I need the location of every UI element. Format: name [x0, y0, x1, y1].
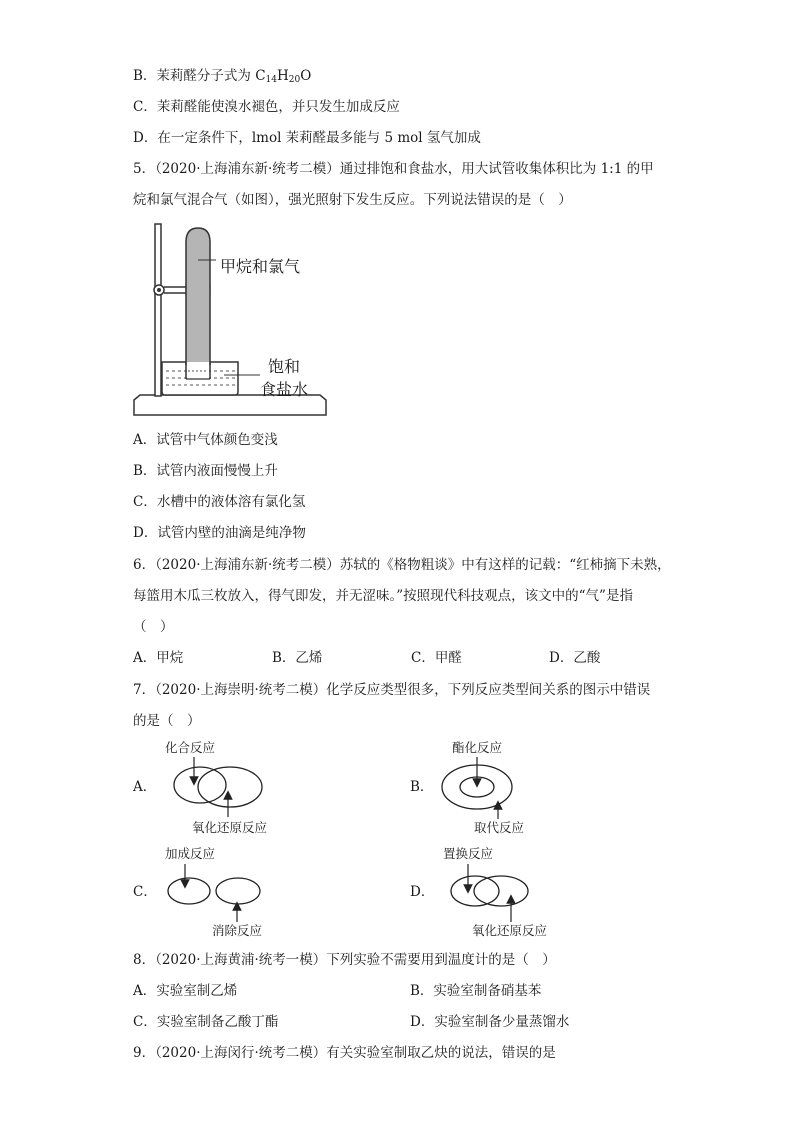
q6-stem-line3: （ ）: [133, 619, 174, 635]
q7-b-letter: B．: [410, 779, 434, 795]
q8-option-b: B．实验室制备硝基苯: [410, 983, 542, 999]
q7-a-diagram: [165, 755, 275, 820]
q7-c-letter: C．: [133, 884, 157, 900]
q7-stem-line1: 7．（2020·上海崇明·统考二模）化学反应类型很多，下列反应类型间关系的图示中错误: [133, 682, 651, 698]
q4-option-b-suffix: O: [300, 68, 312, 84]
q5-option-d: D．试管内壁的油滴是纯净物: [133, 525, 306, 541]
q5-option-a: A．试管中气体颜色变浅: [133, 432, 278, 448]
q7-c-bottom-label: 消除反应: [212, 923, 263, 938]
q4-option-b: [133, 66, 311, 90]
q5-option-b: B．试管内液面慢慢上升: [133, 463, 278, 479]
q7-stem-line2: 的是（ ）: [133, 713, 201, 729]
q8-option-a: A．实验室制乙烯: [133, 983, 238, 999]
q6-option-b: B．乙烯: [272, 650, 323, 666]
q7-b-bottom-label: 取代反应: [474, 820, 525, 835]
q8-option-d: D．实验室制备少量蒸馏水: [410, 1014, 570, 1030]
q5-figure-label-gas: 甲烷和氯气: [220, 257, 301, 276]
q4-option-b-prefix: B．茉莉醛分子式为 C: [133, 68, 266, 84]
q6-option-d: D．乙酸: [549, 650, 601, 666]
q4-option-b-sub2: 20: [288, 75, 301, 85]
q9-stem-line1: 9．（2020·上海闵行·统考二模）有关实验室制取乙炔的说法，错误的是: [133, 1045, 556, 1061]
q7-c-top-label: 加成反应: [165, 846, 216, 861]
q6-stem-line1: 6．（2020·上海浦东新·统考二模）苏轼的《格物粗谈》中有这样的记载：“红柿摘下未熟，: [133, 557, 671, 573]
q7-d-diagram: [445, 862, 535, 924]
q8-option-c: C．实验室制备乙酸丁酯: [133, 1014, 279, 1030]
q7-a-top-label: 化合反应: [165, 740, 216, 755]
q7-c-diagram: [165, 862, 265, 924]
q6-stem-line2: 每篮用木瓜三枚放入，得气即发，并无涩味。”按照现代科技观点，该文中的“气”是指: [133, 588, 633, 604]
q7-d-bottom-label: 氧化还原反应: [472, 923, 548, 938]
q6-option-a: A．甲烷: [133, 650, 184, 666]
q8-stem-line1: 8．（2020·上海黄浦·统考一模）下列实验不需要用到温度计的是（ ）: [133, 952, 556, 968]
q5-figure-label-water1: 饱和: [268, 357, 301, 376]
q5-figure-label-water2: 食盐水: [260, 380, 309, 399]
q5-option-c: C．水槽中的液体溶有氯化氢: [133, 494, 306, 510]
q6-option-c: C．甲醛: [411, 650, 462, 666]
q5-stem-line1: 5．（2020·上海浦东新·统考二模）通过排饱和食盐水，用大试管收集体积比为 1:1 的甲: [133, 161, 654, 177]
q4-option-b-mid: H: [277, 68, 289, 84]
q7-d-top-label: 置换反应: [443, 846, 494, 861]
q7-a-letter: A．: [133, 779, 157, 795]
q7-a-bottom-label: 氧化还原反应: [192, 820, 268, 835]
q7-d-letter: D．: [410, 884, 435, 900]
q5-stem-line2: 烷和氯气混合气（如图），强光照射下发生反应。下列说法错误的是（ ）: [133, 192, 572, 208]
q4-option-b-sub1: 14: [265, 75, 277, 85]
q7-b-top-label: 酯化反应: [452, 740, 503, 755]
q4-option-d: D．在一定条件下，lmol 茉莉醛最多能与 5 mol 氢气加成: [133, 130, 481, 146]
q7-b-diagram: [440, 755, 540, 820]
q4-option-c: C．茉莉醛能使溴水褪色，并只发生加成反应: [133, 99, 400, 115]
